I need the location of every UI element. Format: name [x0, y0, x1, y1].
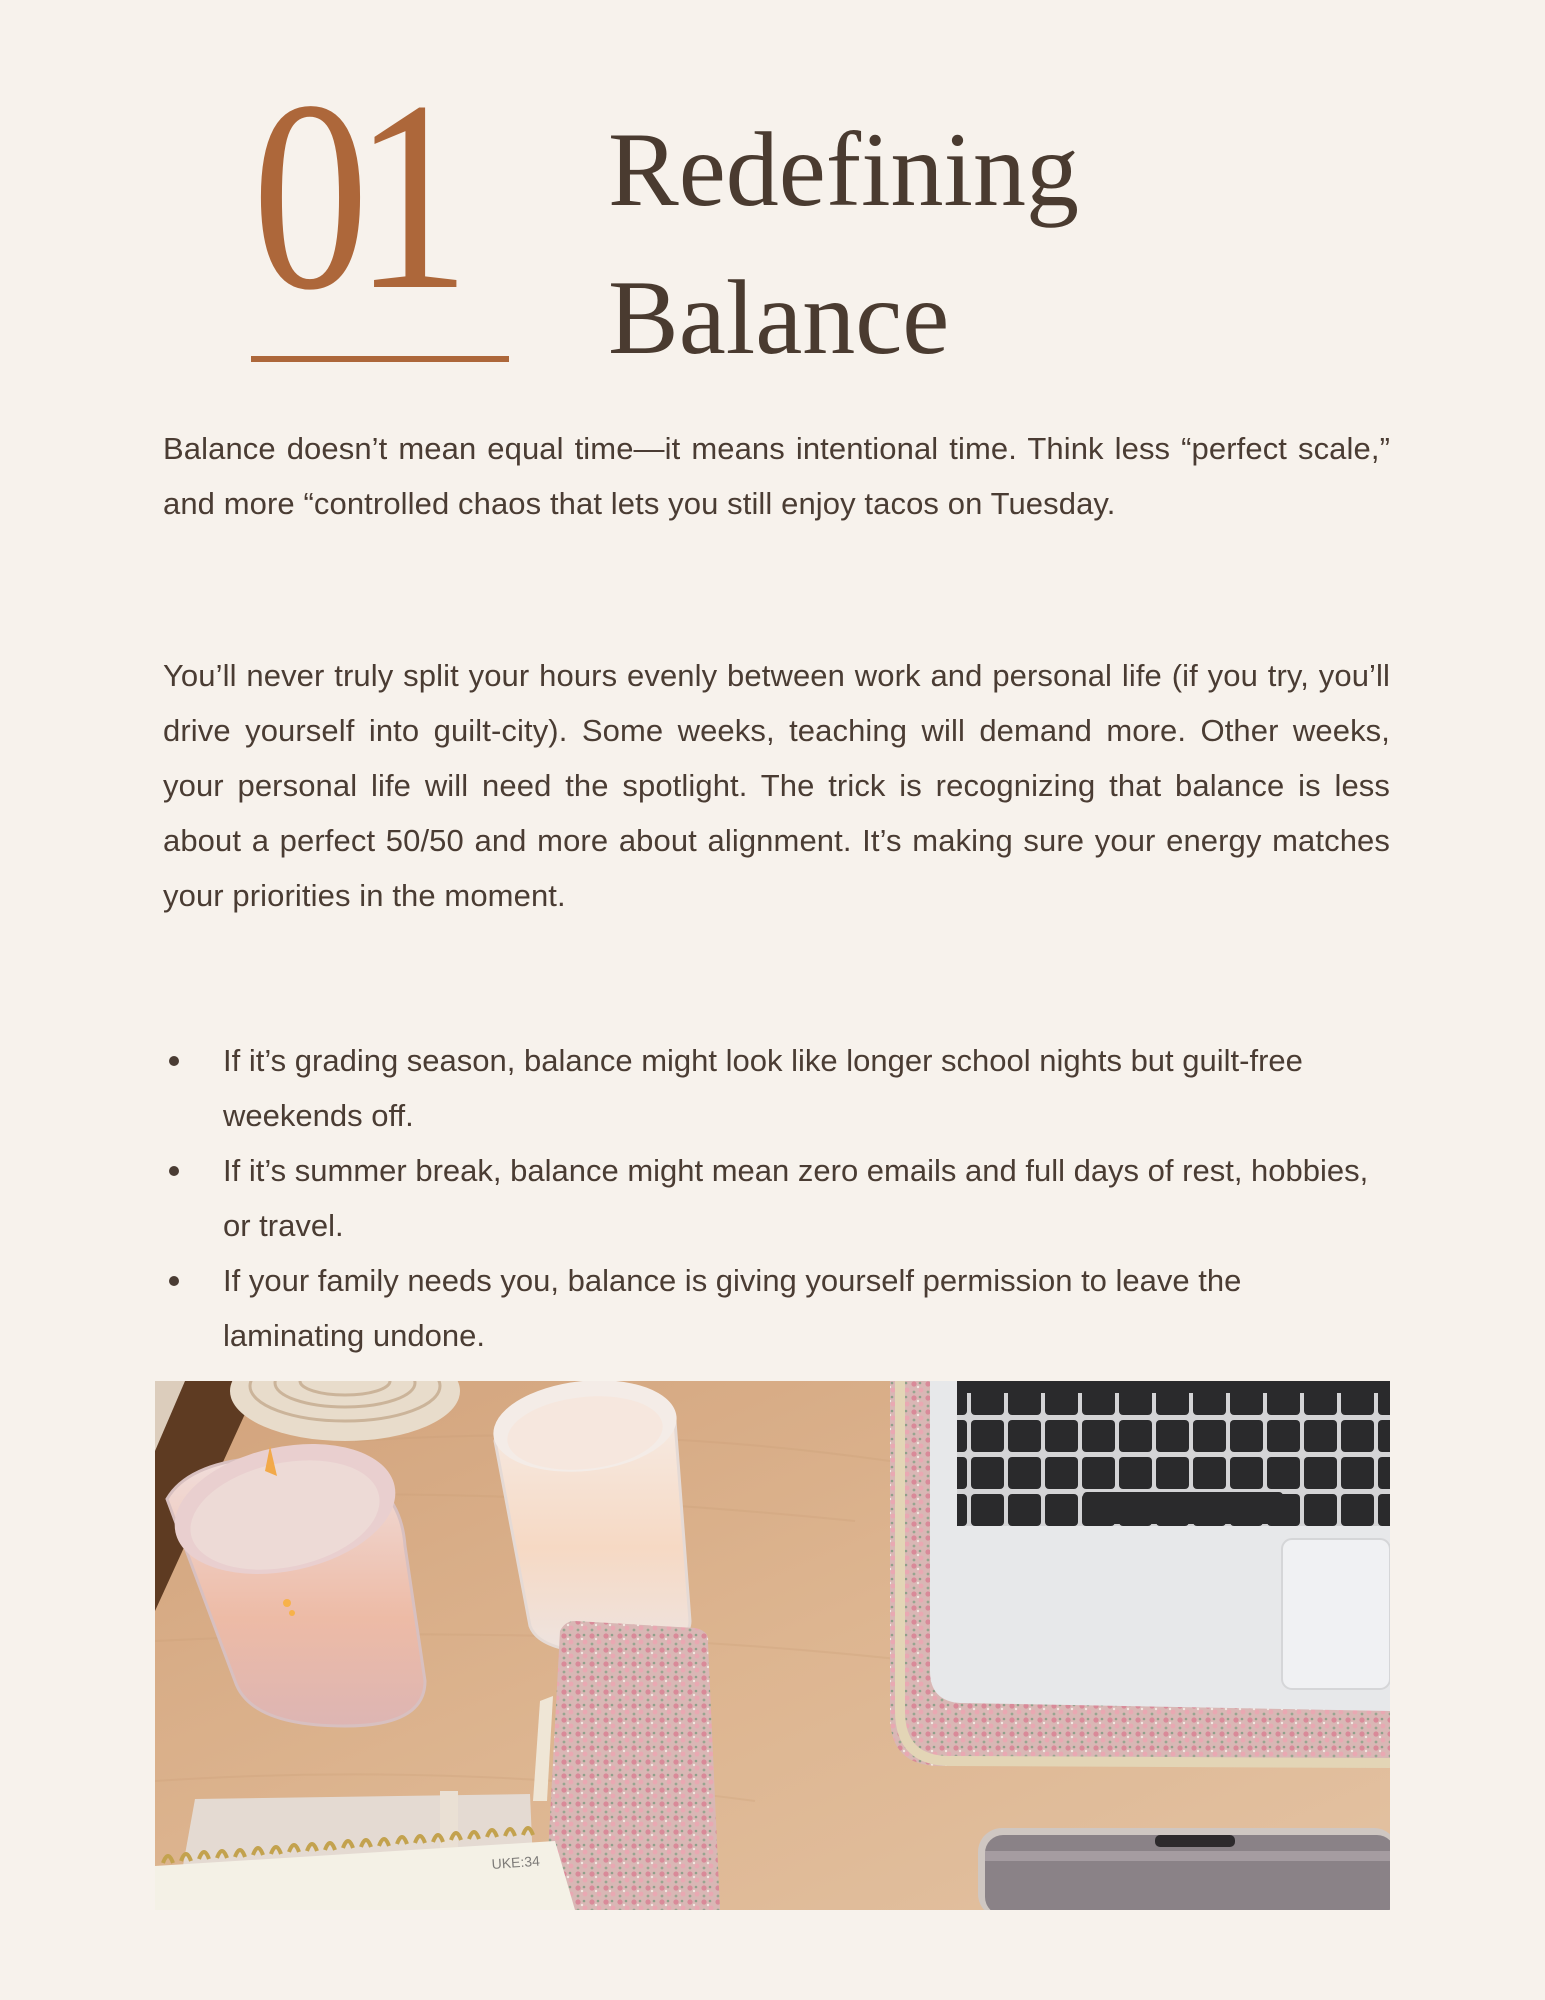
- bullet-icon: [169, 1166, 179, 1176]
- chapter-title: [608, 96, 1079, 392]
- chapter-number: 01: [252, 45, 455, 346]
- body-paragraph: You’ll never truly split your hours evenly between work and personal life (if you try, you’ll drive yourself into guilt-city). Some weeks, teaching will demand more. Other weeks, your personal life will need the spotlight. The trick is recognizing that balance is less about a perfect 50/50 and more about alignment. It’s making sure your energy matches your priorities in the moment.: [163, 658, 1390, 913]
- chapter-title-line-1: Redefining: [608, 111, 1079, 228]
- chapter-title-line-2: Balance: [608, 259, 950, 376]
- bullet-icon: [169, 1056, 179, 1066]
- laptop: [890, 1381, 1390, 1766]
- phone: [978, 1828, 1390, 1910]
- list-item-text: If it’s grading season, balance might look like longer school nights but guilt-free weekends off.: [223, 1043, 1303, 1133]
- list-item: [163, 1143, 1390, 1253]
- list-item: [163, 1033, 1390, 1143]
- list-item: [163, 1253, 1390, 1363]
- list-item-text: If it’s summer break, balance might mean zero emails and full days of rest, hobbies, or travel.: [223, 1153, 1369, 1243]
- chapter-number-underline: [251, 356, 509, 362]
- bullet-icon: [169, 1276, 179, 1286]
- list-item-text: If your family needs you, balance is giving yourself permission to leave the laminating undone.: [223, 1263, 1242, 1353]
- planner-label: UKE:34: [491, 1852, 541, 1872]
- balance-examples-list: [163, 1033, 1390, 1363]
- intro-paragraph: Balance doesn’t mean equal time—it means intentional time. Think less “perfect scale,” and more “controlled chaos that lets you still enjoy tacos on Tuesday.: [163, 431, 1390, 521]
- desk-photo: [155, 1381, 1390, 1910]
